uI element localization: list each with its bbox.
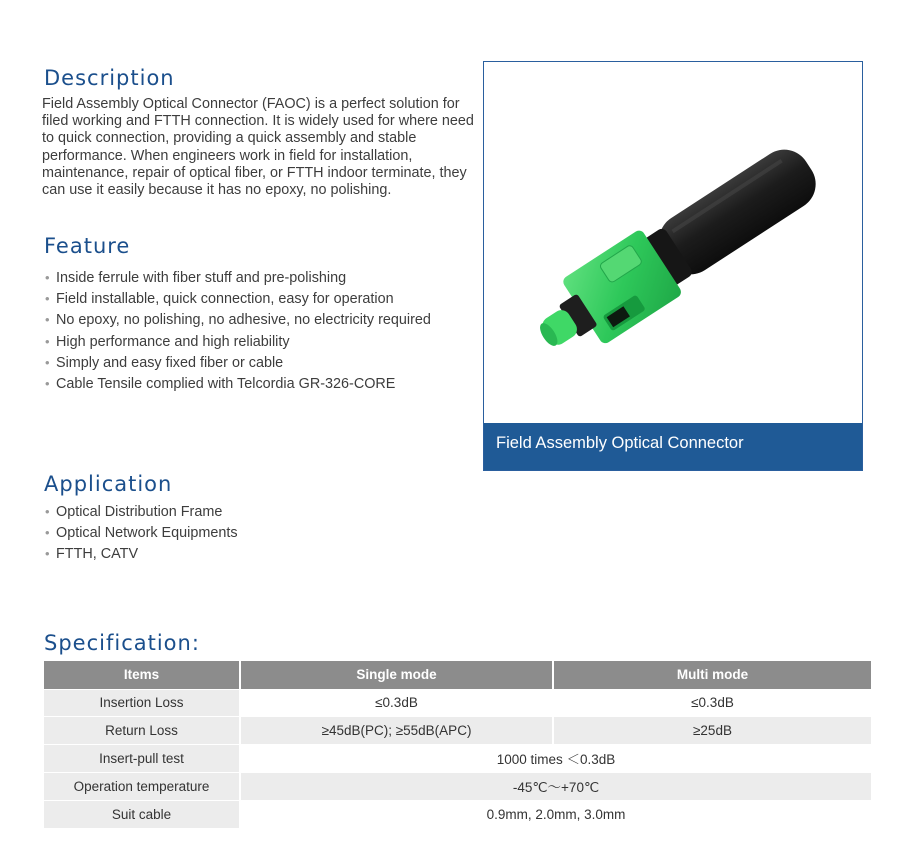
- photo-caption: Field Assembly Optical Connector: [484, 423, 862, 470]
- single-mode-value: ≥45dB(PC); ≥55dB(APC): [240, 717, 553, 745]
- specification-heading: Specification:: [44, 631, 200, 655]
- multi-mode-value: ≤0.3dB: [553, 689, 871, 717]
- header-multi-mode: Multi mode: [553, 661, 871, 689]
- list-item: • Optical Distribution Frame: [45, 501, 238, 522]
- application-list: [45, 501, 238, 565]
- list-item: • High performance and high reliability: [45, 331, 431, 352]
- bullet-icon: •: [45, 375, 50, 391]
- merged-value: 1000 times ＜0.3dB: [240, 745, 871, 773]
- row-label: Return Loss: [44, 717, 240, 745]
- merged-value: -45℃～+70℃: [240, 772, 871, 800]
- list-item: • Inside ferrule with fiber stuff and pre-polishing: [45, 267, 431, 288]
- bullet-icon: •: [45, 291, 50, 307]
- table-row: [44, 745, 871, 773]
- feature-list: [45, 267, 431, 394]
- table-header-row: [44, 661, 871, 689]
- list-item: • Simply and easy fixed fiber or cable: [45, 352, 431, 373]
- list-item: • FTTH, CATV: [45, 543, 238, 564]
- list-item: • Optical Network Equipments: [45, 522, 238, 543]
- row-label: Suit cable: [44, 800, 240, 828]
- bullet-icon: •: [45, 312, 50, 328]
- list-item: • Cable Tensile complied with Telcordia GR-326-CORE: [45, 373, 431, 394]
- bullet-icon: •: [45, 333, 50, 349]
- bullet-icon: •: [45, 504, 50, 519]
- bullet-icon: •: [45, 525, 50, 541]
- bullet-icon: •: [45, 354, 50, 370]
- list-item: • No epoxy, no polishing, no adhesive, no electricity required: [45, 309, 431, 330]
- header-single-mode: Single mode: [240, 661, 553, 689]
- connector-image: [484, 62, 863, 424]
- description-heading: Description: [44, 66, 175, 90]
- table-row: [44, 772, 871, 800]
- description-text: Field Assembly Optical Connector (FAOC) is a perfect solution for filed working and FTTH connection. It is widely used for where need to quick connection, providing a quick assembly and stable performance. When engineers work in field for installation, maintenance, repair of optical fiber, or FTTH indoor terminate, they can use it easily because it has no epoxy, no polishing.: [42, 96, 474, 199]
- merged-value: 0.9mm, 2.0mm, 3.0mm: [240, 800, 871, 828]
- feature-heading: Feature: [44, 234, 131, 258]
- product-photo: [483, 61, 863, 471]
- single-mode-value: ≤0.3dB: [240, 689, 553, 717]
- row-label: Insert-pull test: [44, 745, 240, 773]
- bullet-icon: •: [45, 546, 50, 562]
- list-item: • Field installable, quick connection, easy for operation: [45, 288, 431, 309]
- specification-table: [44, 661, 871, 828]
- header-items: Items: [44, 661, 240, 689]
- application-heading: Application: [44, 472, 173, 496]
- multi-mode-value: ≥25dB: [553, 717, 871, 745]
- table-row: [44, 717, 871, 745]
- row-label: Operation temperature: [44, 772, 240, 800]
- table-row: [44, 689, 871, 717]
- row-label: Insertion Loss: [44, 689, 240, 717]
- table-row: [44, 800, 871, 828]
- bullet-icon: •: [45, 270, 50, 285]
